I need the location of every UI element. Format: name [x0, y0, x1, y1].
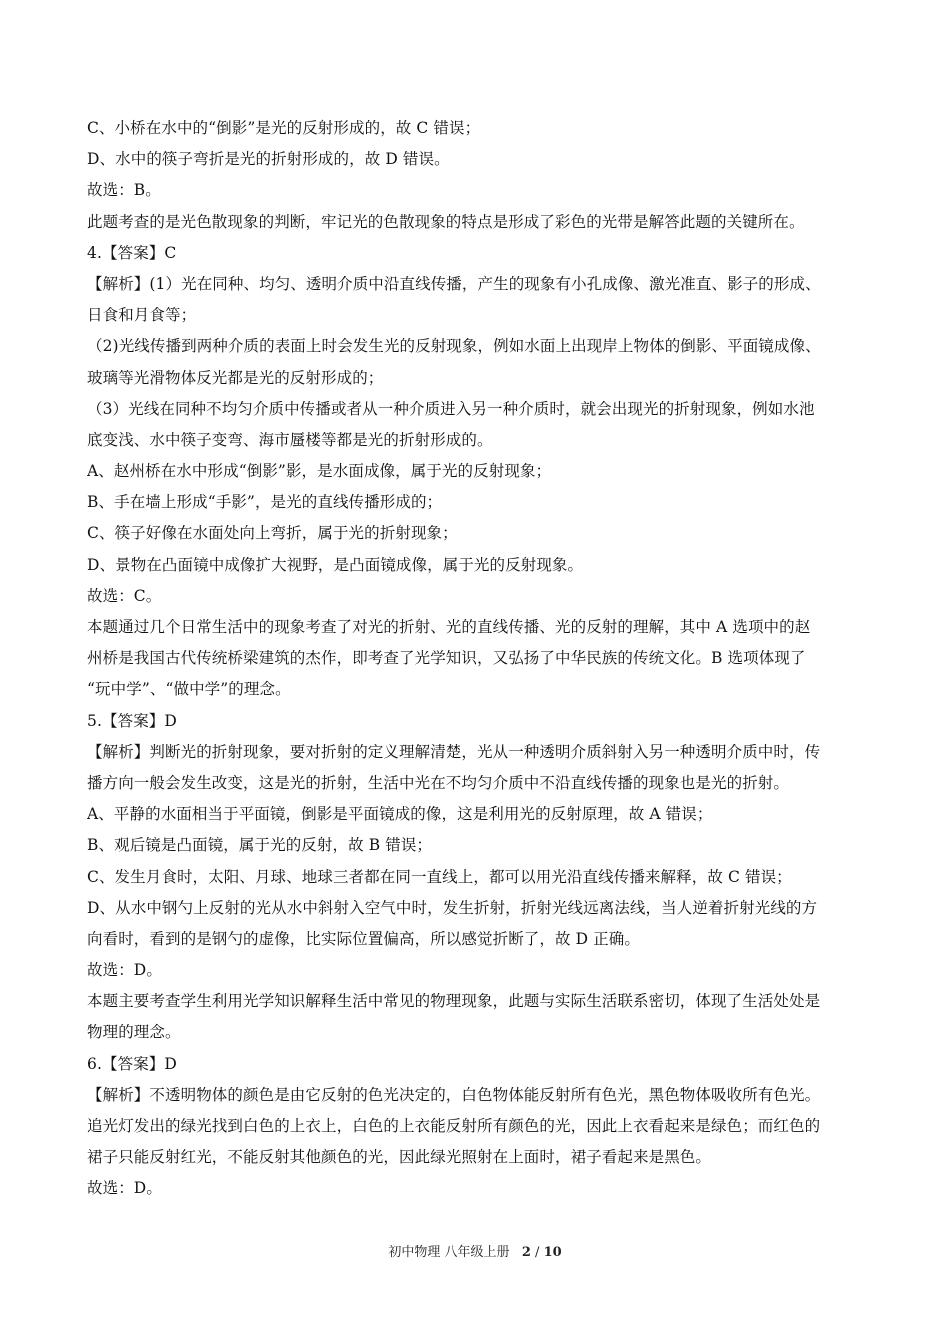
text-line: 州桥是我国古代传统桥梁建筑的杰作，即考查了光学知识，又弘扬了中华民族的传统文化。B 选项体现了 — [87, 649, 806, 668]
text-line: A、赵州桥在水中形成“倒影”影，是水面成像，属于光的反射现象； — [87, 462, 552, 481]
text-line: 本题主要考查学生利用光学知识解释生活中常见的物理现象，此题与实际生活联系密切，体现了生活处处是 — [87, 992, 821, 1011]
text-line: C、筷子好像在水面处向上弯折，属于光的折射现象； — [87, 524, 458, 543]
text-line: “玩中学”、“做中学”的理念。 — [87, 680, 291, 699]
text-line: A、平静的水面相当于平面镜，倒影是平面镜成的像，这是利用光的反射原理，故 A 错误； — [87, 805, 713, 824]
text-line: 玻璃等光滑物体反光都是光的反射形成的； — [87, 368, 384, 387]
text-line: B、观后镜是凸面镜，属于光的反射，故 B 错误； — [87, 836, 433, 855]
answer-heading-5: 5.【答案】D — [87, 711, 177, 730]
text-line: 故选：C。 — [87, 586, 162, 605]
text-line: 物理的理念。 — [87, 1023, 181, 1042]
text-line: D、景物在凸面镜中成像扩大视野，是凸面镜成像，属于光的反射现象。 — [87, 555, 584, 574]
text-line: 此题考查的是光色散现象的判断，牢记光的色散现象的特点是形成了彩色的光带是解答此题的关键所在。 — [87, 212, 805, 231]
text-line: 底变浅、水中筷子变弯、海市蜃楼等都是光的折射形成的。 — [87, 430, 493, 449]
answer-heading-4: 4.【答案】C — [87, 243, 177, 262]
text-line: 【解析】不透明物体的颜色是由它反射的色光决定的，白色物体能反射所有色光，黑色物体吸收所有色光。 — [87, 1085, 821, 1104]
answer-explanation-body — [87, 113, 867, 1205]
text-line: 裙子只能反射红光，不能反射其他颜色的光，因此绿光照射在上面时，裙子看起来是黑色。 — [87, 1148, 712, 1167]
text-line: B、手在墙上形成“手影”，是光的直线传播形成的； — [87, 493, 443, 512]
text-line: 追光灯发出的绿光找到白色的上衣上，白色的上衣能反射所有颜色的光，因此上衣看起来是绿色；而红色的 — [87, 1117, 821, 1135]
text-line: 【解析】(1）光在同种、均匀、透明介质中沿直线传播，产生的现象有小孔成像、激光准直、影子的形成、 — [87, 274, 821, 293]
text-line: 【解析】判断光的折射现象，要对折射的定义理解清楚，光从一种透明介质斜射入另一种透明介质中时，传 — [87, 742, 821, 761]
text-line: D、从水中钢勺上反射的光从水中斜射入空气中时，发生折射，折射光线远离法线，当人逆着折射光线的方 — [87, 898, 818, 917]
text-line: 本题通过几个日常生活中的现象考查了对光的折射、光的直线传播、光的反射的理解，其中 A 选项中的赵 — [87, 618, 811, 636]
text-line: 故选：B。 — [87, 181, 161, 200]
text-line: C、发生月食时，太阳、月球、地球三者都在同一直线上，都可以用光沿直线传播来解释，故 C 错误； — [87, 867, 792, 886]
text-line: C、小桥在水中的“倒影”是光的反射形成的，故 C 错误； — [87, 119, 481, 137]
text-line: 故选：D。 — [87, 961, 162, 980]
text-line: 播方向一般会发生改变，这是光的折射，生活中光在不均匀介质中不沿直线传播的现象也是光的折射。 — [87, 773, 790, 792]
page-footer — [0, 1243, 950, 1263]
text-line: （2)光线传播到两种介质的表面上时会发生光的反射现象，例如水面上出现岸上物体的倒影、平面镜成像、 — [87, 337, 821, 356]
text-line: 向看时，看到的是钢勺的虚像，比实际位置偏高，所以感觉折断了，故 D 正确。 — [87, 929, 640, 948]
page-number-total: 10 — [543, 1245, 562, 1260]
page-number-current: 2 — [521, 1245, 531, 1260]
text-line: （3）光线在同种不均匀介质中传播或者从一种介质进入另一种介质时，就会出现光的折射现象，例如水池 — [87, 399, 815, 418]
page-number-separator: / — [530, 1245, 544, 1260]
text-line: 故选：D。 — [87, 1179, 162, 1198]
footer-title: 初中物理 八年级上册 — [388, 1245, 510, 1260]
text-line: D、水中的筷子弯折是光的折射形成的，故 D 错误。 — [87, 150, 450, 169]
answer-heading-6: 6.【答案】D — [87, 1054, 177, 1073]
text-line: 日食和月食等； — [87, 306, 197, 325]
footer-spacer — [514, 1245, 518, 1260]
